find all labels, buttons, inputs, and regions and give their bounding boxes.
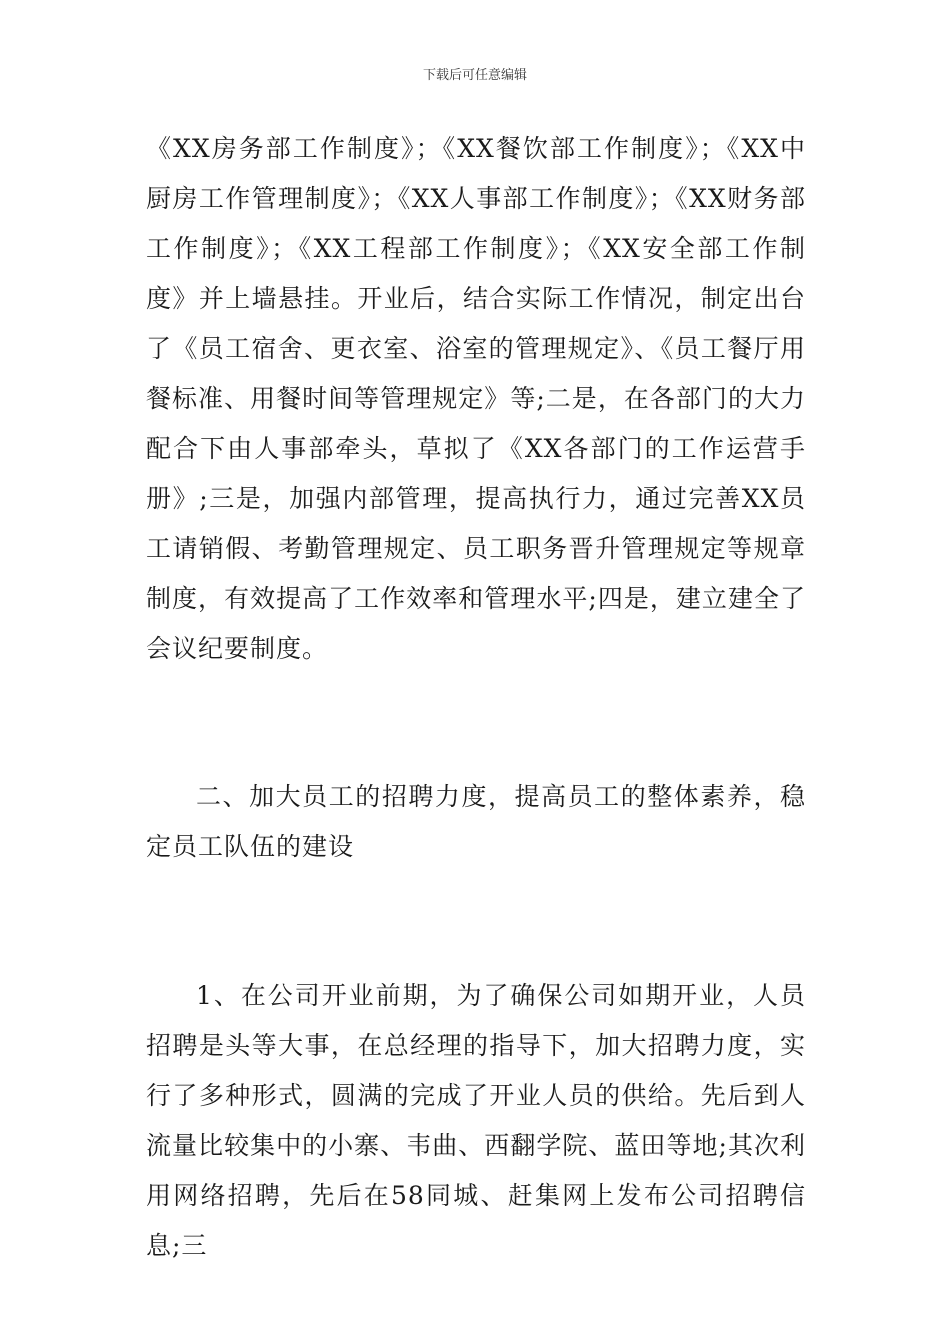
section-heading-block [146, 772, 806, 872]
paragraph-text: 1、在公司开业前期，为了确保公司如期开业，人员招聘是头等大事，在总经理的指导下，加大招聘力度，实行了多种形式，圆满的完成了开业人员的供给。先后到人流量比较集中的小寨、韦曲、西翻学院、蓝田等地;其次利用网络招聘，先后在58同城、赶集网上发布公司招聘信息;三 [146, 981, 806, 1260]
body-paragraph [146, 124, 806, 674]
paragraph-text: 《XX房务部工作制度》；《XX餐饮部工作制度》；《XX中厨房工作管理制度》；《XX人事部工作制度》；《XX财务部工作制度》；《XX工程部工作制度》；《XX安全部工作制度》并上墙悬挂。开业后，结合实际工作情况，制定出台了《员工宿舍、更衣室、浴室的管理规定》、《员工餐厅用餐标准、用餐时间等管理规定》等;二是，在各部门的大力配合下由人事部牵头，草拟了《XX各部门的工作运营手册》;三是，加强内部管理，提高执行力，通过完善XX员工请销假、考勤管理规定、员工职务晋升管理规定等规章制度，有效提高了工作效率和管理水平;四是，建立建全了会议纪要制度。 [146, 134, 806, 663]
body-paragraph [146, 971, 806, 1271]
section-heading: 二、加大员工的招聘力度，提高员工的整体素养，稳定员工队伍的建设 [146, 782, 806, 861]
page-header-note: 下载后可任意编辑 [422, 68, 527, 83]
